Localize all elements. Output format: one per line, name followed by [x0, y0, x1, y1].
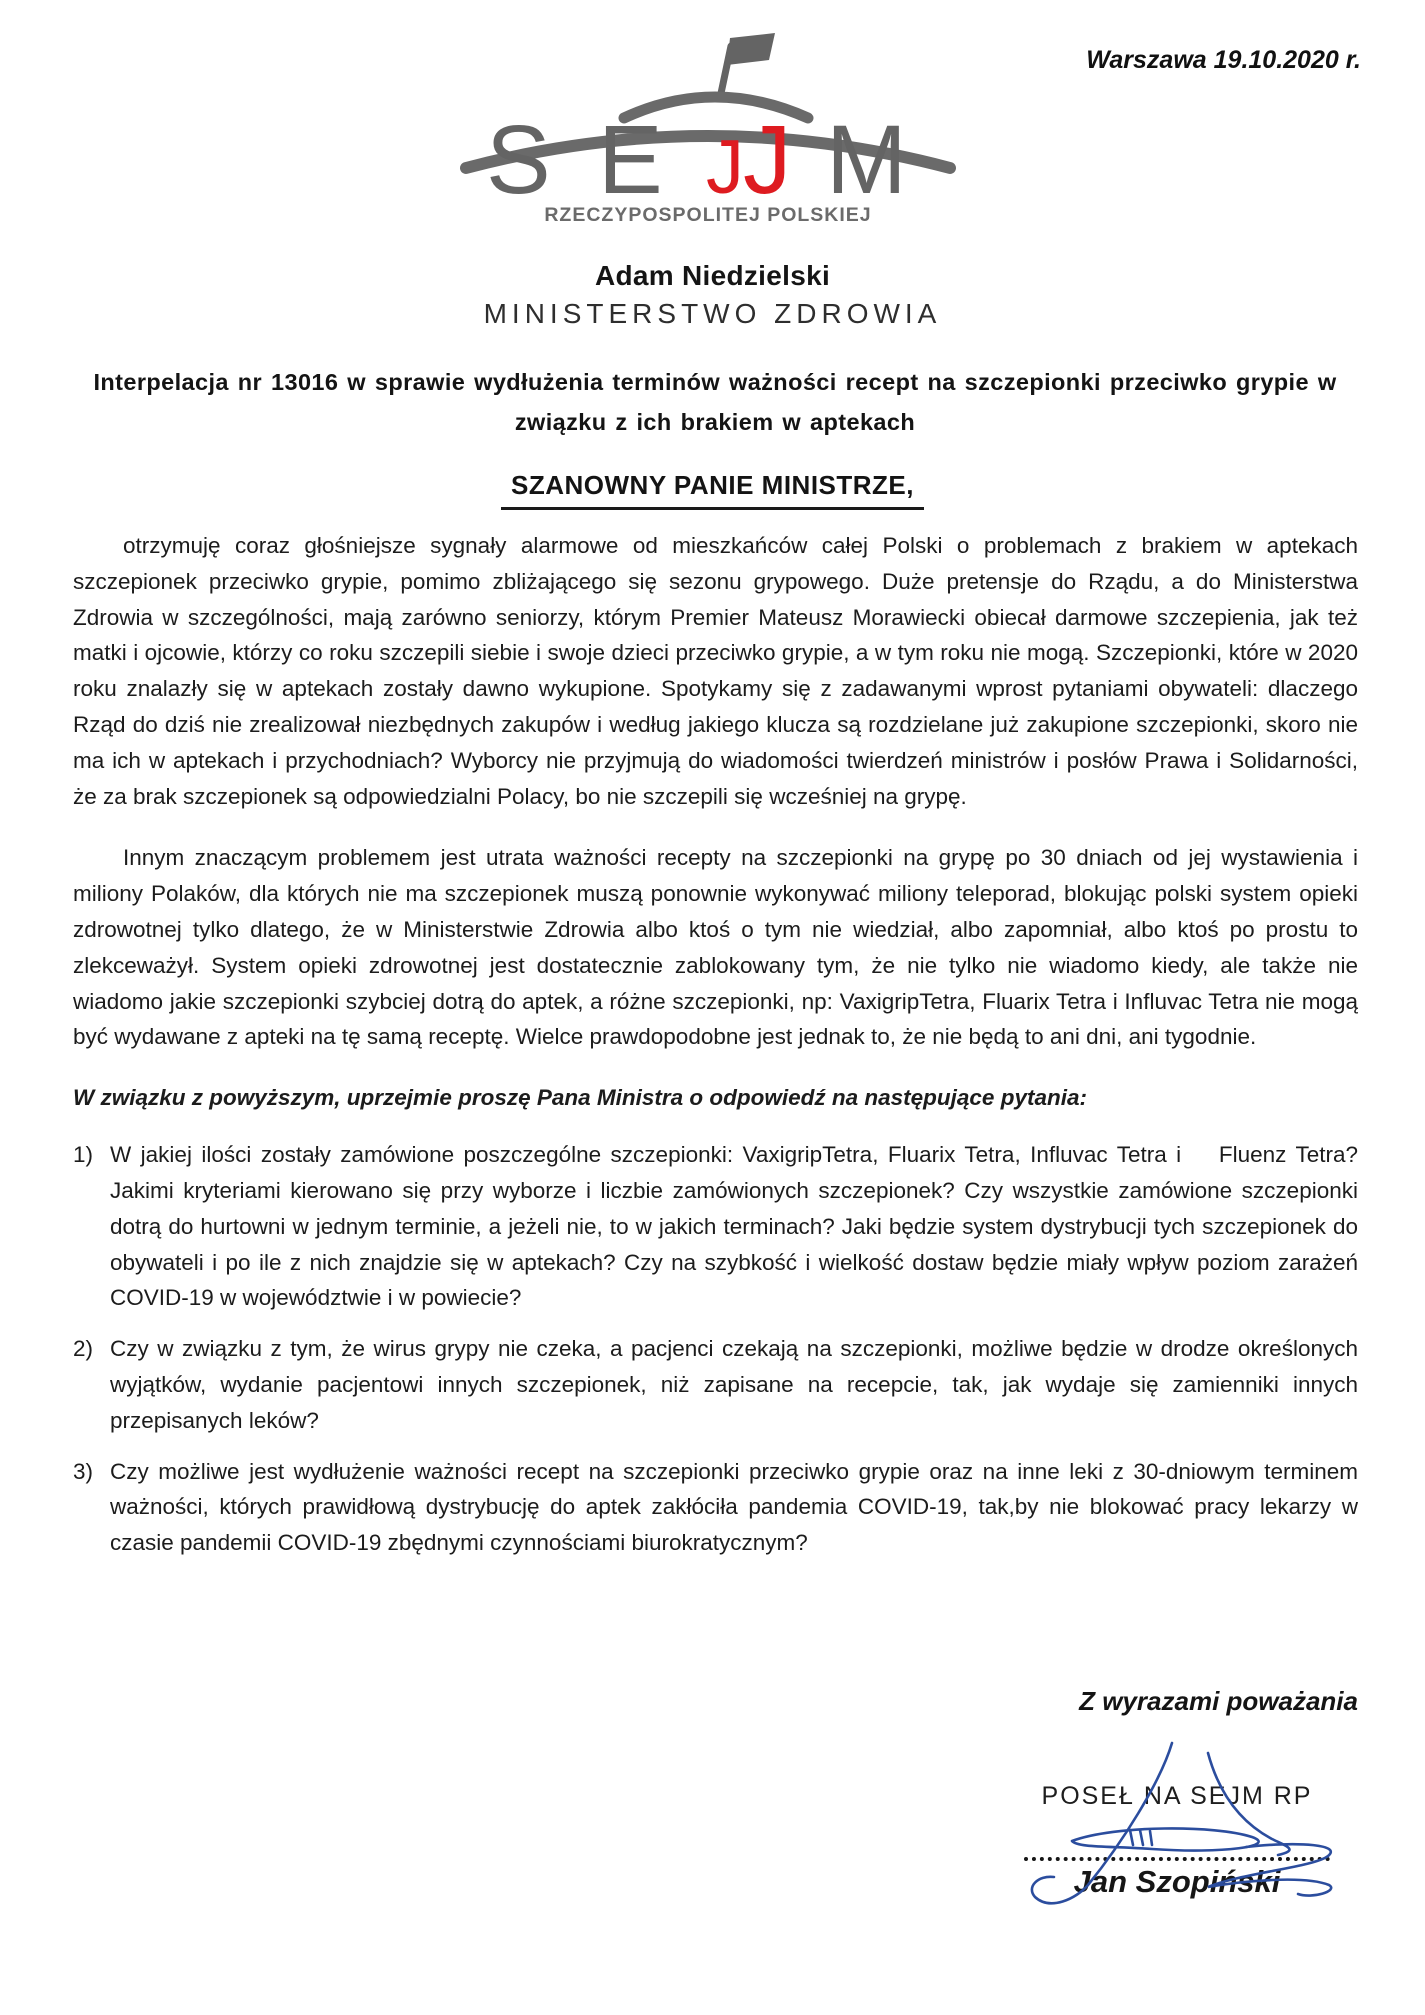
- letter-body: [73, 528, 1358, 1576]
- question-text: Czy w związku z tym, że wirus grypy nie czeka, a pacjenci czekają na szczepionki, możliwe będzie w drodze określonych wyjątków, wydanie pacjentowi innych szczepionek, niż zapisane na recepcie, tak, jak wydaje się zamienniki innych przepisanych leków?: [110, 1336, 1358, 1433]
- logo-letter-m: M: [825, 105, 907, 214]
- date-line: Warszawa 19.10.2020 r.: [1086, 46, 1361, 74]
- question-item-1: [73, 1137, 1358, 1316]
- signature-role: POSEŁ NA SEJM RP: [1041, 1782, 1313, 1810]
- logo-letter-j: J: [742, 105, 791, 214]
- sejm-dome-icon: [458, 18, 958, 228]
- logo-letter-s: S: [485, 105, 551, 214]
- question-text: W jakiej ilości zostały zamówione poszczególne szczepionki: VaxigripTetra, Fluarix Tetra, Influvac Tetra i Fluenz Tetra? Jakimi kryteriami kierowano się przy wyborze i liczbie zamówionych szczepionek? Czy wszystkie zamówione szczepionki dotrą do hurtowni w jednym terminie, a jeżeli nie, to w jakich terminach? Jaki będzie system dystrybucji tych szczepionek do obywateli i po ile z nich znajdzie się w aptekach? Czy na szybkość i wielkość dostaw będzie miały wpływ poziom zarażeń COVID-19 w województwie i w powiecie?: [110, 1142, 1358, 1311]
- salutation-row: [0, 470, 1425, 510]
- addressee-institution: MINISTERSTWO ZDROWIA: [483, 298, 942, 329]
- addressee-name: Adam Niedzielski: [594, 260, 831, 291]
- logo-letter-e: E: [597, 105, 663, 214]
- body-paragraph-2: Innym znaczącym problemem jest utrata ważności recepty na szczepionki na grypę po 30 dniach od jej wystawienia i miliony Polaków, dla których nie ma szczepionek muszą ponownie wykonywać miliony teleporad, blokując polski system opieki zdrowotnej tylko dlatego, że w Ministerstwie Zdrowia albo ktoś o tym nie wiedział, albo zapomniał, albo ktoś po prostu to zlekceważył. System opieki zdrowotnej jest dostatecznie zablokowany tym, że nie tylko nie wiadomo kiedy, ale także nie wiadomo jakie szczepionki szybciej dotrą do aptek, a różne szczepionki, np: VaxigripTetra, Fluarix Tetra i Influvac Tetra nie mogą być wydawane z apteki na tę samą receptę. Wielce prawdopodobne jest jednak to, że nie będą to ani dni, ani tygodnie.: [73, 845, 1358, 1050]
- logo-letter-j-small: J: [705, 125, 744, 210]
- body-paragraph-1: otrzymuję coraz głośniejsze sygnały alarmowe od mieszkańców całej Polski o problemach z brakiem w aptekach szczepionek przeciwko grypie, pomimo zbliżającego się sezonu grypowego. Duże pretensje do Rządu, a do Ministerstwa Zdrowia w szczególności, mają zarówno seniorzy, którym Premier Mateusz Morawiecki obiecał darmowe szczepienia, jak też matki i ojcowie, którzy co roku szczepili siebie i swoje dzieci przeciwko grypie, a w tym roku nie mogą. Szczepionki, które w 2020 roku znalazły się w aptekach zostały dawno wykupione. Spotykamy się z zadawanymi wprost pytaniami obywateli: dlaczego Rząd do dziś nie zrealizował niezbędnych zakupów i według jakiego klucza są rozdzielane już zakupione szczepionki, skoro nie ma ich w aptekach i przychodniach? Wyborcy nie przyjmują do wiadomości twierdzeń ministrów i posłów Prawa i Solidarności, że za brak szczepionek są odpowiedzialni Polacy, bo nie szczepili się wcześniej na grypę.: [73, 533, 1358, 809]
- signature-name: Jan Szopiński: [1073, 1864, 1281, 1899]
- question-number: 2): [73, 1336, 94, 1362]
- closing-line: Z wyrazami poważania: [1079, 1686, 1358, 1716]
- request-line: W związku z powyższym, uprzejmie proszę Pana Ministra o odpowiedź na następujące pytania:: [73, 1085, 1087, 1111]
- signature-block: [1022, 1782, 1332, 1900]
- question-list: [73, 1137, 1358, 1561]
- signature-dotted-line: [1024, 1857, 1330, 1861]
- flag-icon: [727, 33, 775, 65]
- question-number: 1): [73, 1142, 94, 1168]
- question-item-3: [73, 1454, 1358, 1561]
- logo-subtitle: RZECZYPOSPOLITEJ POLSKIEJ: [543, 204, 872, 226]
- salutation-heading: SZANOWNY PANIE MINISTRZE,: [501, 470, 924, 510]
- question-text: Czy możliwe jest wydłużenie ważności recept na szczepionki przeciwko grypie oraz na inne leki z 30-dniowym terminem ważności, których prawidłową dystrybucję do aptek zakłóciła pandemia COVID-19, tak,by nie blokować pracy lekarzy w czasie pandemii COVID-19 zbędnymi czynnościami biurokratycznym?: [110, 1458, 1358, 1556]
- sejm-logo: [458, 18, 958, 228]
- document-title: Interpelacja nr 13016 w sprawie wydłużenia terminów ważności recept na szczepionki przeciwko grypie w związku z ich brakiem w aptekach: [93, 369, 1337, 435]
- addressee-block: [0, 260, 1425, 330]
- question-item-2: [73, 1331, 1358, 1438]
- question-number: 3): [73, 1458, 94, 1484]
